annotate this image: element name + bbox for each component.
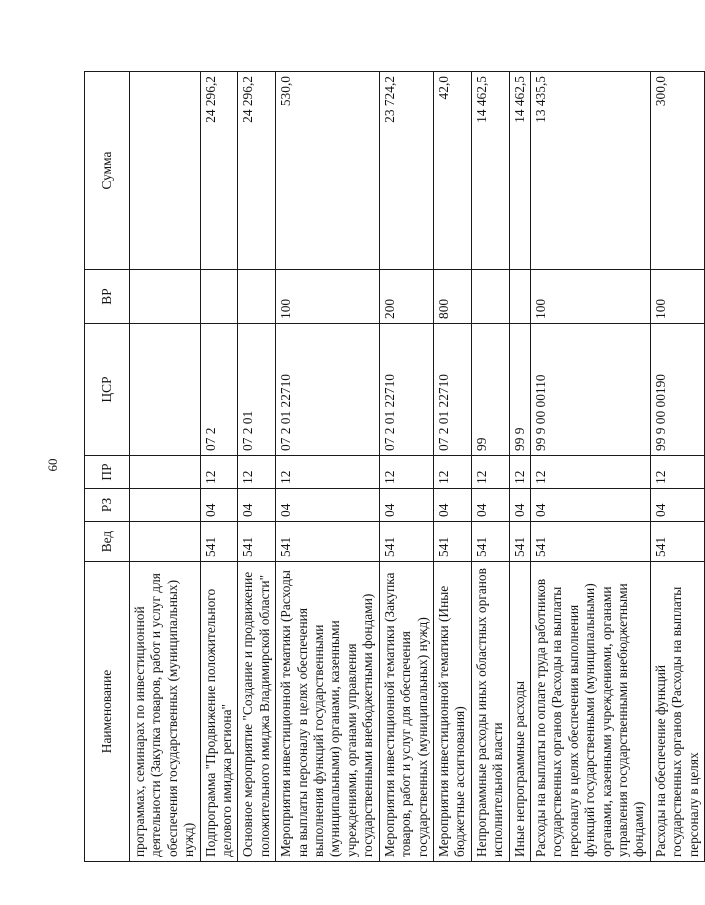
cell-sum: 23 724,2 — [379, 72, 433, 270]
cell-sum: 300,0 — [650, 72, 704, 270]
cell-rz: 04 — [650, 489, 704, 522]
cell-vr — [471, 270, 509, 324]
cell-pr: 12 — [238, 456, 276, 489]
cell-ved: 541 — [200, 522, 238, 562]
table-row — [238, 72, 276, 862]
cell-vr: 100 — [530, 270, 650, 324]
table-row — [530, 72, 650, 862]
cell-ved: 541 — [530, 522, 650, 562]
header-csr: ЦСР — [85, 324, 130, 456]
cell-sum: 530,0 — [276, 72, 379, 270]
table-row — [650, 72, 704, 862]
cell-vr: 800 — [433, 270, 471, 324]
cell-rz — [130, 489, 201, 522]
cell-ved: 541 — [379, 522, 433, 562]
page-number: 60 — [45, 458, 60, 472]
cell-name: Мероприятия инвестиционной тематики (Закупка товаров, работ и услуг для обеспечения государственных (муниципальных) нужд) — [379, 562, 433, 862]
cell-rz: 04 — [200, 489, 238, 522]
cell-csr: 07 2 01 22710 — [433, 324, 471, 456]
cell-name: программах, семинарах по инвестиционной деятельности (Закупка товаров, работ и услуг для обеспечения государственных (муниципальных) нужд) — [130, 562, 201, 862]
header-sum: Сумма — [85, 72, 130, 270]
header-pr: ПР — [85, 456, 130, 489]
cell-ved: 541 — [276, 522, 379, 562]
cell-rz: 04 — [433, 489, 471, 522]
cell-pr: 12 — [276, 456, 379, 489]
cell-sum: 14 462,5 — [509, 72, 530, 270]
cell-rz: 04 — [238, 489, 276, 522]
cell-vr: 200 — [379, 270, 433, 324]
cell-csr: 99 9 00 00110 — [530, 324, 650, 456]
cell-vr — [238, 270, 276, 324]
header-name: Наименование — [85, 562, 130, 862]
cell-vr — [509, 270, 530, 324]
cell-csr: 07 2 01 — [238, 324, 276, 456]
cell-name: Основное мероприятие "Создание и продвижение положительного имиджа Владимирской области" — [238, 562, 276, 862]
cell-pr: 12 — [433, 456, 471, 489]
table-row — [471, 72, 509, 862]
cell-sum: 42,0 — [433, 72, 471, 270]
cell-ved: 541 — [471, 522, 509, 562]
cell-name: Иные непрограммные расходы — [509, 562, 530, 862]
table-row — [379, 72, 433, 862]
table-row — [433, 72, 471, 862]
cell-pr: 12 — [379, 456, 433, 489]
cell-name: Расходы на выплаты по оплате труда работников государственных органов (Расходы на выплаты персоналу в целях обеспечения выполнения функций государственными (муниципальными) органами, казенными учреждениями, органами управления государственными внебюджетными фондами) — [530, 562, 650, 862]
cell-pr: 12 — [471, 456, 509, 489]
table-row — [200, 72, 238, 862]
cell-csr: 99 9 — [509, 324, 530, 456]
cell-vr — [200, 270, 238, 324]
table-header-row — [85, 72, 130, 862]
cell-rz: 04 — [471, 489, 509, 522]
cell-name: Непрограммные расходы иных областных органов исполнительной власти — [471, 562, 509, 862]
cell-sum: 24 296,2 — [200, 72, 238, 270]
cell-csr: 99 — [471, 324, 509, 456]
cell-sum: 14 462,5 — [471, 72, 509, 270]
cell-csr: 07 2 — [200, 324, 238, 456]
cell-name: Подпрограмма "Продвижение положительного делового имиджа региона" — [200, 562, 238, 862]
budget-table — [84, 71, 705, 862]
header-ved: Вед — [85, 522, 130, 562]
cell-pr: 12 — [530, 456, 650, 489]
cell-sum: 24 296,2 — [238, 72, 276, 270]
cell-csr: 07 2 01 22710 — [276, 324, 379, 456]
cell-vr: 100 — [650, 270, 704, 324]
cell-sum — [130, 72, 201, 270]
cell-sum: 13 435,5 — [530, 72, 650, 270]
cell-name: Расходы на обеспечение функций государственных органов (Расходы на выплаты персоналу в целях — [650, 562, 704, 862]
cell-csr: 07 2 01 22710 — [379, 324, 433, 456]
cell-ved: 541 — [433, 522, 471, 562]
header-vr: ВР — [85, 270, 130, 324]
cell-ved: 541 — [650, 522, 704, 562]
cell-rz: 04 — [379, 489, 433, 522]
rotated-page-content — [84, 72, 701, 862]
cell-ved: 541 — [238, 522, 276, 562]
cell-ved: 541 — [509, 522, 530, 562]
table-row — [276, 72, 379, 862]
cell-rz: 04 — [276, 489, 379, 522]
cell-pr — [130, 456, 201, 489]
cell-name: Мероприятия инвестиционной тематики (Иные бюджетные ассигнования) — [433, 562, 471, 862]
cell-vr — [130, 270, 201, 324]
header-rz: РЗ — [85, 489, 130, 522]
table-row — [130, 72, 201, 862]
cell-vr: 100 — [276, 270, 379, 324]
cell-pr: 12 — [650, 456, 704, 489]
cell-csr — [130, 324, 201, 456]
cell-rz: 04 — [509, 489, 530, 522]
cell-rz: 04 — [530, 489, 650, 522]
cell-name: Мероприятия инвестиционной тематики (Расходы на выплаты персоналу в целях обеспечения выполнения функций государственными (муниципальными) органами, казенными учреждениями, органами управления государственными внебюджетными фондами) — [276, 562, 379, 862]
cell-csr: 99 9 00 00190 — [650, 324, 704, 456]
cell-ved — [130, 522, 201, 562]
cell-pr: 12 — [200, 456, 238, 489]
cell-pr: 12 — [509, 456, 530, 489]
table-row — [509, 72, 530, 862]
